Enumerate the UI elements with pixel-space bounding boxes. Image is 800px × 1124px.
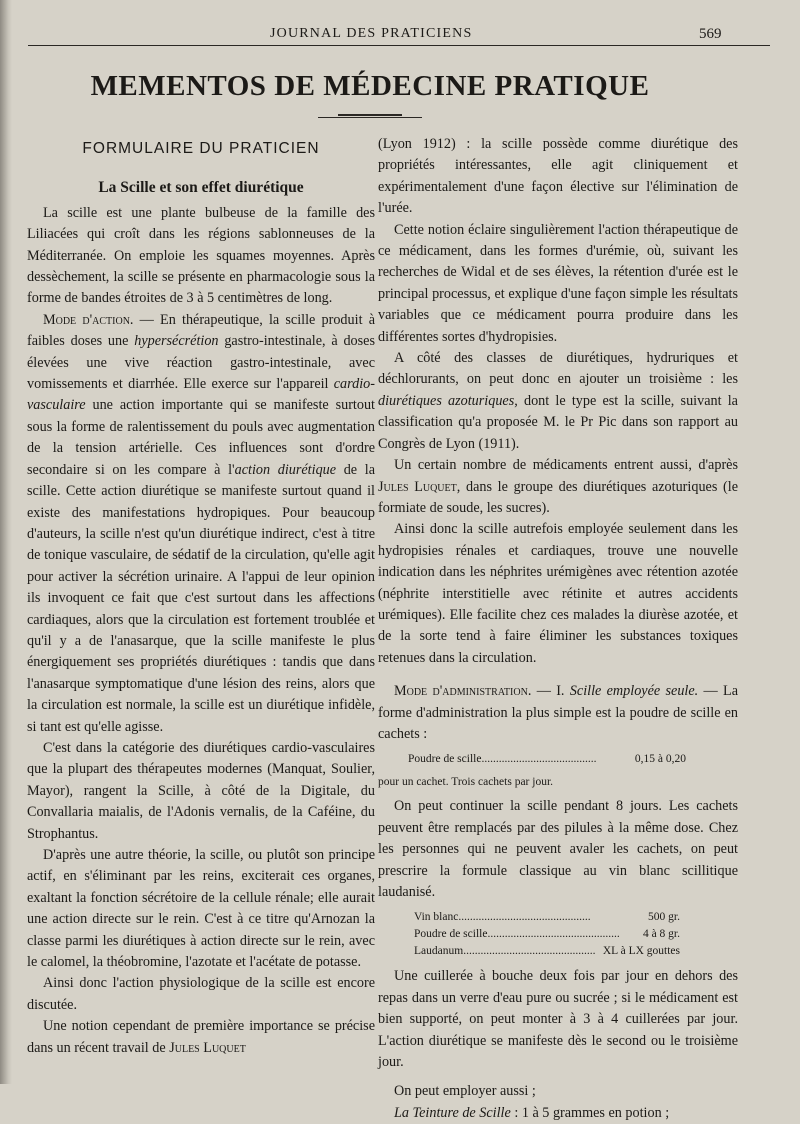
recipe-vin-scillitique <box>378 909 680 960</box>
right-column <box>378 134 738 1124</box>
paragraph: On peut continuer la scille pendant 8 jours. Les cachets peuvent être remplacés par des pilules à la même dose. Chez les personnes qui ne peuvent avaler les cachets, on peut prescrire la formule classique au vin blanc scillitique laudanisé. <box>378 798 738 900</box>
recipe-line: Poudre de scille ........................................ 0,15 à 0,20 <box>408 751 686 768</box>
title-ornament <box>318 114 422 118</box>
subsection-title: La Scille et son effet diurétique <box>98 179 304 197</box>
recipe-note: pour un cachet. Trois cachets par jour. <box>378 776 554 789</box>
recipe-line: Vin blanc .............................................. 500 gr. <box>414 909 680 926</box>
page-number: 569 <box>699 26 722 42</box>
page-edge-shadow <box>0 0 12 1084</box>
left-column <box>27 130 375 1059</box>
author-name: Jules Luquet <box>378 478 457 495</box>
paragraph: D'après une autre théorie, la scille, ou plutôt son principe actif, en s'éliminant par les reins, exciterait ces organes, exaltant la fonction sécrétoire de la cellule rénale; elle aurait une action directe sur le rein. C'est à ce titre qu'Arnozan la classe parmi les diurétiques à action directe sur le rein, avec le calomel, la théobromine, l'azotate et l'acétate de potasse. <box>27 847 375 971</box>
paragraph: Cette notion éclaire singulièrement l'action thérapeutique de ce médicament, dans les formes d'urémie, où, suivant les recherches de Widal et de ses élèves, la rétention d'urée est le principal processus, et explique d'une façon simple les résultats variables que ce médicament pourra produire dans les différentes sortes d'hydropisies. <box>378 221 738 345</box>
author-name: Jules Luquet <box>169 1039 246 1056</box>
paragraph: Une notion cependant de première importance se précise dans un récent travail de Jules Luquet <box>27 1018 375 1056</box>
paragraph-lead: Mode d'action. <box>43 311 134 328</box>
recipe-line: Laudanum .............................................. XL à LX gouttes <box>414 943 680 960</box>
paragraph: Un certain nombre de médicaments entrent aussi, d'après Jules Luquet, dans le groupe des diurétiques azoturiques (le formiate de soude, les sucres). <box>378 457 738 516</box>
recipe-line: Poudre de scille .............................................. 4 à 8 gr. <box>414 926 680 943</box>
paragraph: La scille est une plante bulbeuse de la famille des Liliacées qui croît dans les régions sablonneuses de la Méditerranée. On emploie les squames moyennes. Après dessèchement, la scille se présente en pharmacologie sous la forme de bandes étroites de 3 à 5 centimètres de long. <box>27 204 375 307</box>
journal-title: JOURNAL DES PRATICIENS <box>270 26 473 41</box>
paragraph: On peut employer aussi ; <box>394 1083 536 1100</box>
leader-dots: .............................................. <box>463 945 596 958</box>
recipe-cachet <box>378 751 686 768</box>
section-title: FORMULAIRE DU PRATICIEN <box>82 140 320 157</box>
paragraph: C'est dans la catégorie des diurétiques cardio-vasculaires que la plupart des thérapeutes modernes (Manquat, Soulier, Mayor), rangent la Scille, à côté de la Digitale, du Convallaria maialis, de l'Adonis vernalis, de la Caféine, du Strophantus. <box>27 739 375 842</box>
paragraph-lead: Mode d'administration. <box>394 683 532 700</box>
paragraph: Ainsi donc la scille autrefois employée seulement dans les hydropisies rénales et cardiaques, trouve une nouvelle indication dans les néphrites urémigènes avec rétention azotée (néphrite interstitielle avec rétinite et autres accidents urémiques). Elle facilite chez ces malades la diurèse azotée, et de la sorte tend à faire éliminer les substances toxiques retenues dans la circulation. <box>378 521 738 666</box>
header-rule <box>28 45 770 46</box>
paragraph: A côté des classes de diurétiques, hydruriques et déchlorurants, on peut donc en ajouter un troisième : les diurétiques azoturiques, dont le type est la scille, suivant la classification qu'a proposée M. le Pr Pic dans son rapport au Congrès de Lyon (1911). <box>378 350 738 452</box>
paragraph: La Teinture de Scille : 1 à 5 grammes en potion ; <box>394 1104 670 1121</box>
paragraph: Une cuillerée à bouche deux fois par jour en dehors des repas dans un verre d'eau pure ou sucrée ; si le médicament est bien supporté, on peut monter à 3 à 4 cuillerées par jour. L'action diurétique se manifeste dès le second ou le troisième jour. <box>378 968 738 1071</box>
paragraph: Mode d'administration. — I. Scille employée seule. — La forme d'administration la plus simple est la poudre de scille en cachets : <box>378 683 739 742</box>
leader-dots: .............................................. <box>487 928 620 941</box>
leader-dots: .............................................. <box>458 911 591 924</box>
page-title: MEMENTOS DE MÉDECINE PRATIQUE <box>90 70 650 102</box>
paragraph: (Lyon 1912) : la scille possède comme diurétique des propriétés intéressantes, elle agit cliniquement et expérimentalement d'une façon élective sur l'élimination de l'urée. <box>378 136 738 217</box>
paragraph: Mode d'action. — En thérapeutique, la scille produit à faibles doses une hypersécrétion gastro-intestinale, à doses élevées une vive réaction gastro-intestinale, avec vomissements et diarrhée. Elle exerce sur l'appareil cardio-vasculaire une action importante qui se manifeste surtout sous la forme de ralentissement du pouls avec augmentation de la tension artérielle. Ces influences sont d'ordre secondaire si on les compare à l'action diurétique de la scille. Cette action diurétique se manifeste surtout quand il existe des manifestations hydropiques. Pour beaucoup d'auteurs, la scille n'est qu'un diurétique indirect, c'est à titre de tonique vasculaire, de sédatif de la circulation, qu'elle agit pour activer la sécrétion urinaire. A l'appui de leur opinion ils invoquent ce fait que c'est surtout dans les affections cardiaques, alors que la circulation est fortement troublée et qu'il y a de l'anasarque, que la scille manifeste le plus énergiquement ses propriétés diurétiques : tandis que dans l'anasarque symptomatique d'une lésion des reins, alors que la circulation est normale, la scille est un diurétique infidèle, si tant est qu'elle agisse. <box>27 311 375 735</box>
leader-dots: ........................................ <box>481 753 597 766</box>
running-header <box>0 22 800 46</box>
paragraph: Ainsi donc l'action physiologique de la scille est encore discutée. <box>27 975 375 1013</box>
